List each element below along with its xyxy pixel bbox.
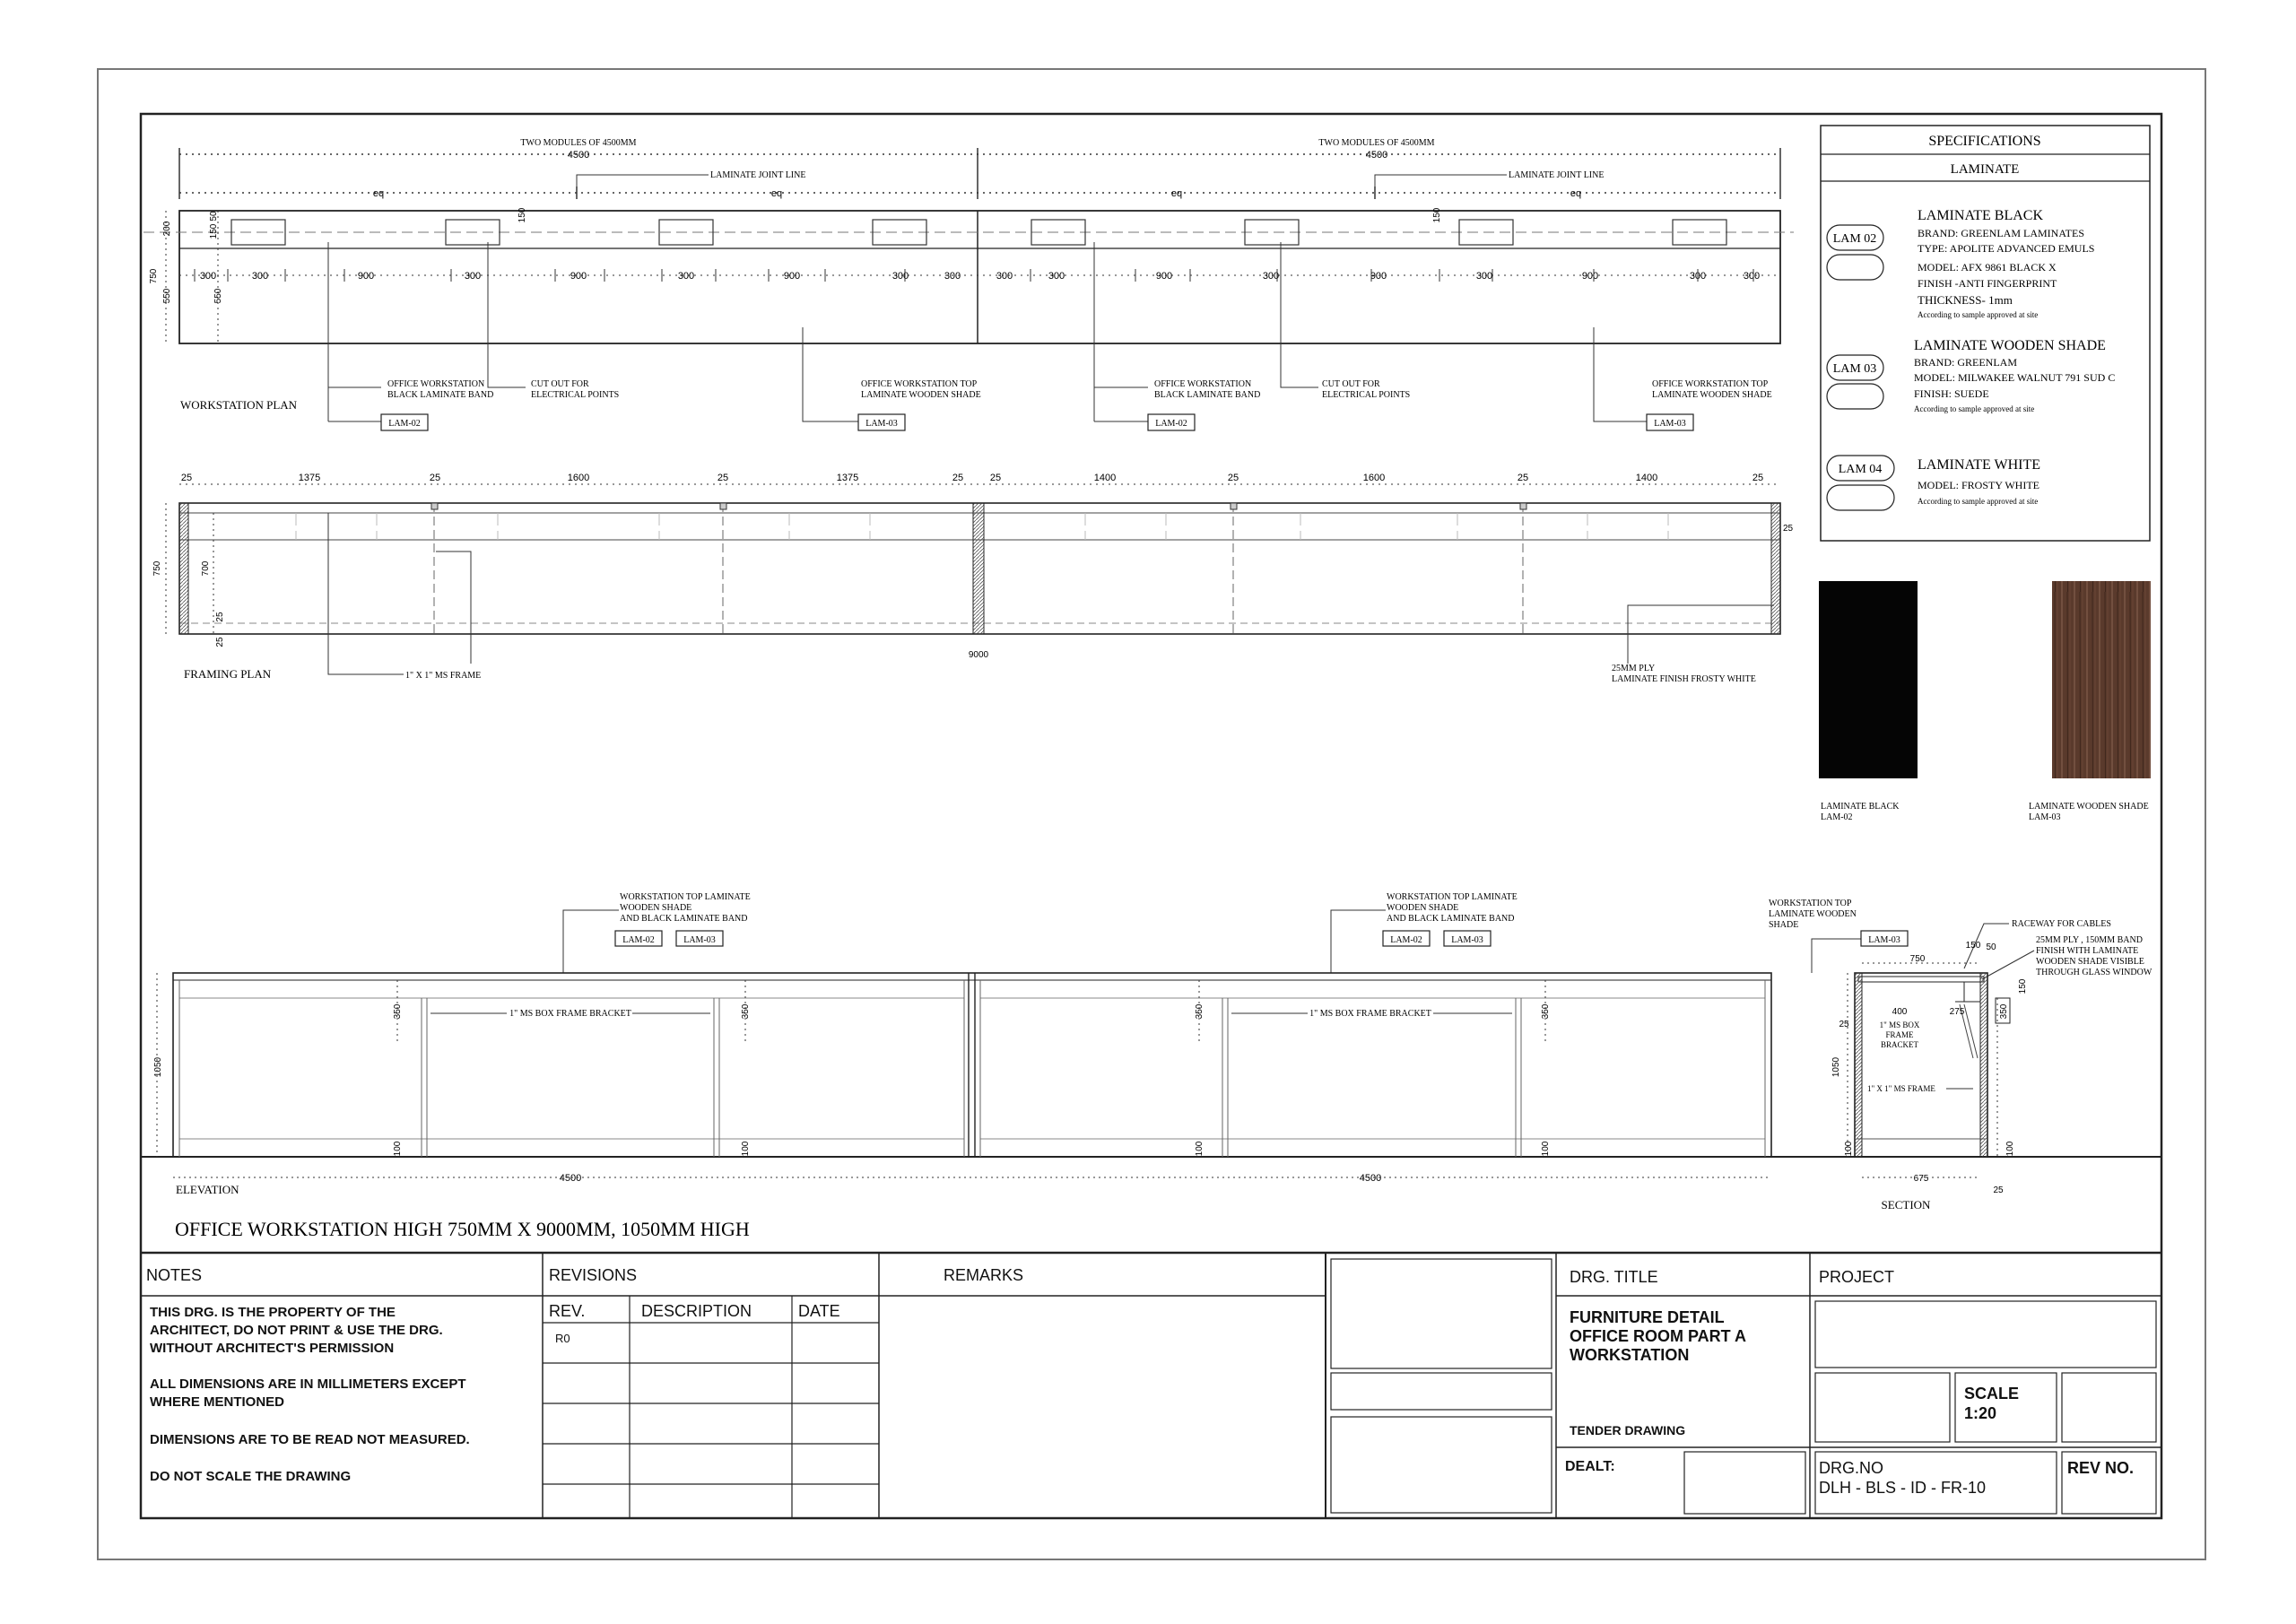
framing-dim-left-750: 750 — [152, 560, 162, 577]
note-2: ALL DIMENSIONS ARE IN MILLIMETERS EXCEPT WHERE MENTIONED — [150, 1376, 466, 1410]
scale-label: SCALE — [1964, 1385, 2020, 1403]
plan-module-dim-right: 4500 — [1365, 150, 1388, 161]
framing-dim-left-700: 700 — [201, 560, 211, 577]
sec-dim-750: 750 — [1909, 954, 1926, 964]
plan-module-dim-left: 4500 — [567, 150, 590, 161]
spec-line-lam04-0: MODEL: FROSTY WHITE — [1918, 479, 2039, 491]
plan-title: WORKSTATION PLAN — [180, 398, 298, 412]
inner-border — [141, 114, 2161, 1518]
swatch-wood — [2052, 581, 2151, 778]
drg-no: DLH - BLS - ID - FR-10 — [1819, 1479, 1987, 1497]
framing-dims-row — [181, 473, 1763, 483]
framing-callout-ply: 25MM PLY LAMINATE FINISH FROSTY WHITE — [1612, 664, 1756, 684]
plan-eq-2: eq — [770, 188, 783, 199]
elev-bracket-left: 1" MS BOX FRAME BRACKET — [509, 1009, 631, 1019]
sec-dim-275: 275 — [1949, 1007, 1965, 1017]
plan-dim-10: 300 — [1048, 271, 1065, 282]
rev-col-date: DATE — [798, 1302, 840, 1320]
framing-dim-0: 25 — [180, 473, 193, 483]
drawing-title: OFFICE WORKSTATION HIGH 750MM X 9000MM, 1050MM HIGH — [175, 1218, 750, 1240]
sec-dim-50: 50 — [1986, 942, 1996, 952]
framing-dim-left-25b: 25 — [215, 637, 225, 647]
framing-dim-10: 1600 — [1362, 473, 1386, 483]
drg-no-label: DRG.NO — [1819, 1459, 1883, 1477]
sec-dim-100a: 100 — [1844, 1141, 1854, 1157]
swatch-black-caption: LAMINATE BLACK LAM-02 — [1821, 802, 1900, 822]
spec-line-lam02-1: TYPE: APOLITE ADVANCED EMULS — [1918, 242, 2095, 255]
sec-callout-top: WORKSTATION TOP LAMINATE WOODEN SHADE — [1769, 899, 1857, 930]
elev-callout-right: WORKSTATION TOP LAMINATE WOODEN SHADE AND BLACK LAMINATE BAND — [1387, 892, 1518, 924]
framing-callout-frame: 1" X 1" MS FRAME — [405, 671, 482, 681]
plan-dim-11: 900 — [1155, 271, 1173, 282]
plan-dim-6: 900 — [783, 271, 801, 282]
swatch-black — [1819, 581, 1918, 778]
framing-dim-left-25a: 25 — [215, 612, 225, 622]
plan-callout-cutout-2: CUT OUT FOR ELECTRICAL POINTS — [1322, 379, 1411, 400]
elev-tag-lam02-2: LAM-02 — [1390, 935, 1422, 945]
spec-note-lam04: According to sample approved at site — [1918, 497, 2039, 506]
elevation — [153, 892, 1771, 1196]
sec-dim-25a: 25 — [1839, 1020, 1849, 1029]
plan-dim-5: 300 — [677, 271, 695, 282]
elev-callout-left: WORKSTATION TOP LAMINATE WOODEN SHADE AND BLACK LAMINATE BAND — [620, 892, 751, 924]
framing-dim-right: 25 — [1783, 524, 1794, 534]
rev-row-0: R0 — [555, 1332, 570, 1345]
plan-dim-v-750: 750 — [149, 268, 159, 284]
sec-dim-350: 350 — [1999, 1003, 2009, 1020]
elev-dim-100-1: 100 — [393, 1141, 403, 1157]
drg-title-header: DRG. TITLE — [1570, 1268, 1658, 1286]
specifications-panel — [1819, 126, 2151, 822]
plan-dim-7: 300 — [891, 271, 909, 282]
dealt-label: DEALT: — [1565, 1459, 1615, 1474]
plan-dim-v-50: 50 — [209, 211, 219, 221]
spec-title: SPECIFICATIONS — [1928, 134, 2041, 149]
plan-tag-lam03-1: LAM-03 — [865, 419, 898, 429]
framing-title: FRAMING PLAN — [184, 667, 272, 681]
sec-title: SECTION — [1881, 1198, 1931, 1211]
elev-tag-lam02-1: LAM-02 — [622, 935, 655, 945]
plan-dim-15: 900 — [1581, 271, 1599, 282]
plan-dim-v-150c: 150 — [1432, 207, 1442, 223]
elev-bracket-right: 1" MS BOX FRAME BRACKET — [1309, 1009, 1431, 1019]
framing-total: 9000 — [968, 650, 989, 660]
plan-top-label-left: TWO MODULES OF 4500MM — [520, 138, 637, 148]
plan-dim-14: 300 — [1475, 271, 1493, 282]
plan-dim-13: 900 — [1370, 271, 1387, 282]
sec-ply-band: 25MM PLY , 150MM BAND FINISH WITH LAMINATE WOODEN SHADE VISIBLE THROUGH GLASS WINDOW — [2036, 935, 2152, 977]
plan-tag-lam02-1: LAM-02 — [388, 419, 421, 429]
framing-plan — [152, 473, 1794, 684]
elev-dim-350-3: 350 — [1195, 1003, 1205, 1020]
sec-box-frame: 1" MS BOX FRAME BRACKET — [1879, 1020, 1920, 1049]
spec-line-lam02-3: FINISH -ANTI FINGERPRINT — [1918, 277, 2057, 290]
plan-dim-v-200: 200 — [162, 221, 172, 237]
elev-module-dim-left: 4500 — [559, 1173, 582, 1184]
note-3: DIMENSIONS ARE TO BE READ NOT MEASURED. — [150, 1432, 470, 1447]
rev-col-desc: DESCRIPTION — [641, 1302, 752, 1320]
plan-dim-12: 300 — [1262, 271, 1280, 282]
elev-title: ELEVATION — [176, 1183, 239, 1196]
plan-dim-4: 900 — [570, 271, 587, 282]
spec-line-lam03-2: FINISH: SUEDE — [1914, 387, 1989, 400]
note-1: THIS DRG. IS THE PROPERTY OF THE ARCHITECT, DO NOT PRINT & USE THE DRG. WITHOUT ARCHITECT'S PERMISSION — [150, 1305, 443, 1356]
plan-dim-v-150b: 150 — [517, 207, 527, 223]
plan-tag-lam03-2: LAM-03 — [1654, 419, 1686, 429]
elev-dim-350-4: 350 — [1541, 1003, 1551, 1020]
rev-col-rev: REV. — [549, 1302, 586, 1320]
spec-note-lam02: According to sample approved at site — [1918, 310, 2039, 319]
notes-header: NOTES — [146, 1266, 203, 1284]
plan-callout-top-shade-2: OFFICE WORKSTATION TOP LAMINATE WOODEN SHADE — [1652, 379, 1772, 400]
spec-name-lam03: LAMINATE WOODEN SHADE — [1914, 338, 2106, 353]
sec-ms-frame: 1" X 1" MS FRAME — [1867, 1084, 1935, 1093]
plan-dim-16: 300 — [1689, 271, 1707, 282]
plan-eq-1: eq — [372, 188, 385, 199]
spec-tag-lam03: LAM 03 — [1832, 362, 1877, 376]
plan-dim-8: 300 — [944, 271, 961, 282]
plan-tag-lam02-2: LAM-02 — [1155, 419, 1187, 429]
framing-dim-5: 1375 — [836, 473, 859, 483]
spec-line-lam03-1: MODEL: MILWAKEE WALNUT 791 SUD C — [1914, 371, 2116, 384]
framing-dim-12: 1400 — [1635, 473, 1658, 483]
spec-tag-lam04: LAM 04 — [1838, 463, 1883, 476]
plan-dim-v-550: 550 — [162, 288, 172, 304]
sec-dim-150v: 150 — [2018, 978, 2028, 994]
spec-name-lam02: LAMINATE BLACK — [1918, 208, 2043, 223]
spec-line-lam02-0: BRAND: GREENLAM LAMINATES — [1918, 227, 2084, 239]
plan-dim-9: 300 — [996, 271, 1013, 282]
rev-no-label: REV NO. — [2067, 1459, 2135, 1477]
plan-eq-3: eq — [1170, 188, 1183, 199]
plan-callout-black-band-1: OFFICE WORKSTATION BLACK LAMINATE BAND — [387, 379, 494, 400]
plan-callout-top-shade-1: OFFICE WORKSTATION TOP LAMINATE WOODEN SHADE — [861, 379, 981, 400]
sec-dim-100b: 100 — [2005, 1141, 2015, 1157]
framing-dim-8: 1400 — [1093, 473, 1117, 483]
plan-dim-1: 300 — [251, 271, 269, 282]
sec-tag-lam03: LAM-03 — [1868, 935, 1900, 945]
sec-dim-25b: 25 — [1993, 1185, 2004, 1195]
framing-dim-6: 25 — [952, 473, 964, 483]
framing-dim-9: 25 — [1227, 473, 1239, 483]
framing-dim-2: 25 — [429, 473, 441, 483]
spec-subtitle: LAMINATE — [1950, 162, 2020, 177]
workstation-plan — [144, 138, 1794, 430]
plan-top-label-right: TWO MODULES OF 4500MM — [1318, 138, 1435, 148]
plan-dim-v-550b: 550 — [213, 288, 223, 304]
plan-dim-17: 300 — [1743, 271, 1761, 282]
plan-joint-line-right: LAMINATE JOINT LINE — [1509, 170, 1605, 180]
framing-dim-13: 25 — [1752, 473, 1764, 483]
remarks-header: REMARKS — [944, 1266, 1024, 1284]
plan-eq-4: eq — [1570, 188, 1582, 199]
swatch-wood-caption: LAMINATE WOODEN SHADE LAM-03 — [2029, 802, 2149, 822]
plan-dim-v-150: 150 — [209, 223, 219, 239]
spec-note-lam03: According to sample approved at site — [1914, 404, 2035, 413]
revisions-header: REVISIONS — [549, 1266, 638, 1284]
spec-name-lam04: LAMINATE WHITE — [1918, 457, 2041, 473]
elev-module-dim-right: 4500 — [1359, 1173, 1382, 1184]
framing-dim-3: 1600 — [567, 473, 590, 483]
plan-dim-0: 300 — [199, 271, 217, 282]
plan-callout-cutout-1: CUT OUT FOR ELECTRICAL POINTS — [531, 379, 620, 400]
spec-thickness-lam02: THICKNESS- 1mm — [1918, 293, 2013, 307]
plan-dim-2: 900 — [357, 271, 375, 282]
elev-dim-1050: 1050 — [153, 1056, 163, 1078]
framing-dim-1: 1375 — [298, 473, 321, 483]
spec-line-lam02-2: MODEL: AFX 9861 BLACK X — [1918, 261, 2057, 274]
sec-dim-150: 150 — [1965, 941, 1981, 951]
elev-dim-350-1: 350 — [393, 1003, 403, 1020]
elev-dim-350-2: 350 — [741, 1003, 751, 1020]
scale-value: 1:20 — [1964, 1404, 1997, 1422]
spec-tag-lam02: LAM 02 — [1832, 232, 1877, 246]
drg-title: FURNITURE DETAIL OFFICE ROOM PART A WORKSTATION — [1570, 1308, 1746, 1364]
sec-dim-1050: 1050 — [1831, 1056, 1841, 1078]
sec-raceway: RACEWAY FOR CABLES — [2012, 919, 2111, 929]
plan-callout-black-band-2: OFFICE WORKSTATION BLACK LAMINATE BAND — [1154, 379, 1261, 400]
plan-joint-line-left: LAMINATE JOINT LINE — [710, 170, 806, 180]
tender-drawing: TENDER DRAWING — [1570, 1423, 1686, 1437]
framing-dim-7: 25 — [989, 473, 1002, 483]
sec-dim-400: 400 — [1892, 1007, 1908, 1017]
spec-line-lam03-0: BRAND: GREENLAM — [1914, 356, 2018, 369]
elev-dim-100-3: 100 — [1195, 1141, 1205, 1157]
elev-dim-100-2: 100 — [741, 1141, 751, 1157]
framing-dim-4: 25 — [717, 473, 729, 483]
elev-tag-lam03-2: LAM-03 — [1451, 935, 1483, 945]
elev-tag-lam03-1: LAM-03 — [683, 935, 716, 945]
elev-dim-100-4: 100 — [1541, 1141, 1551, 1157]
section — [1769, 899, 2152, 1211]
project-header: PROJECT — [1819, 1268, 1895, 1286]
sec-dim-675: 675 — [1913, 1174, 1929, 1184]
framing-dim-11: 25 — [1517, 473, 1529, 483]
plan-dim-3: 300 — [464, 271, 482, 282]
note-4: DO NOT SCALE THE DRAWING — [150, 1469, 352, 1484]
